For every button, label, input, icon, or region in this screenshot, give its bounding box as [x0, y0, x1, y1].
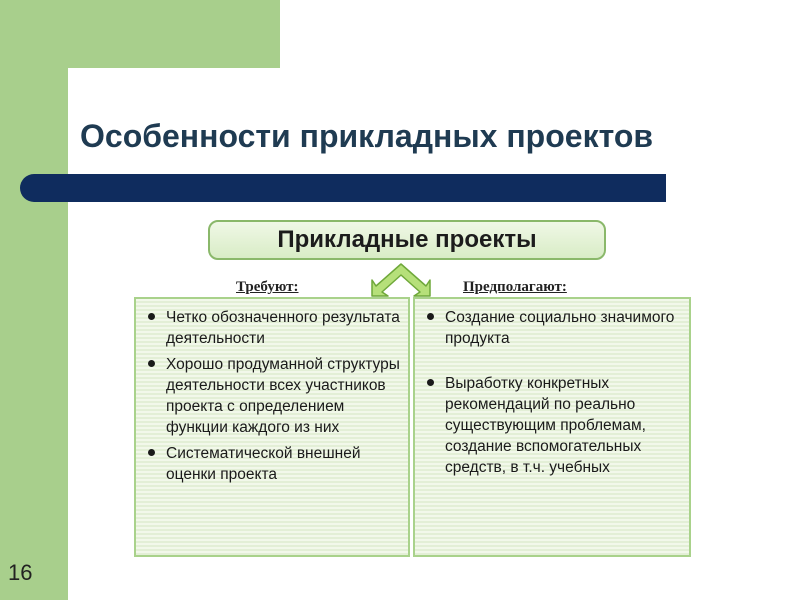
- list-item: Создание социально значимого продукта: [425, 307, 681, 349]
- left-requirements-box: [134, 297, 410, 557]
- right-expectations-box: [413, 297, 691, 557]
- list-item: Выработку конкретных рекомендаций по реально существующим проблемам, создание вспомогательных средств, в т.ч. учебных: [425, 373, 681, 478]
- list-item: Четко обозначенного результата деятельности: [146, 307, 400, 349]
- diagram-header: [208, 220, 606, 260]
- top-decor-band: [0, 0, 280, 68]
- list-item: Систематической внешней оценки проекта: [146, 443, 400, 485]
- split-arrow-icon: [370, 262, 432, 300]
- title-underline-bar: [20, 174, 666, 202]
- right-column-label: Предполагают:: [463, 279, 567, 295]
- bullet-icon: [427, 313, 434, 320]
- bullet-icon: [148, 449, 155, 456]
- diagram-header-text: Прикладные проекты: [277, 226, 537, 253]
- list-item: Хорошо продуманной структуры деятельности всех участников проекта с определением функции каждого из них: [146, 354, 400, 438]
- bullet-icon: [148, 360, 155, 367]
- slide-title: Особенности прикладных проектов: [80, 118, 654, 154]
- slide-number: 16: [8, 560, 33, 585]
- bullet-icon: [427, 379, 434, 386]
- left-decor-band: [0, 0, 68, 600]
- bullet-icon: [148, 313, 155, 320]
- left-column-label: Требуют:: [236, 279, 299, 295]
